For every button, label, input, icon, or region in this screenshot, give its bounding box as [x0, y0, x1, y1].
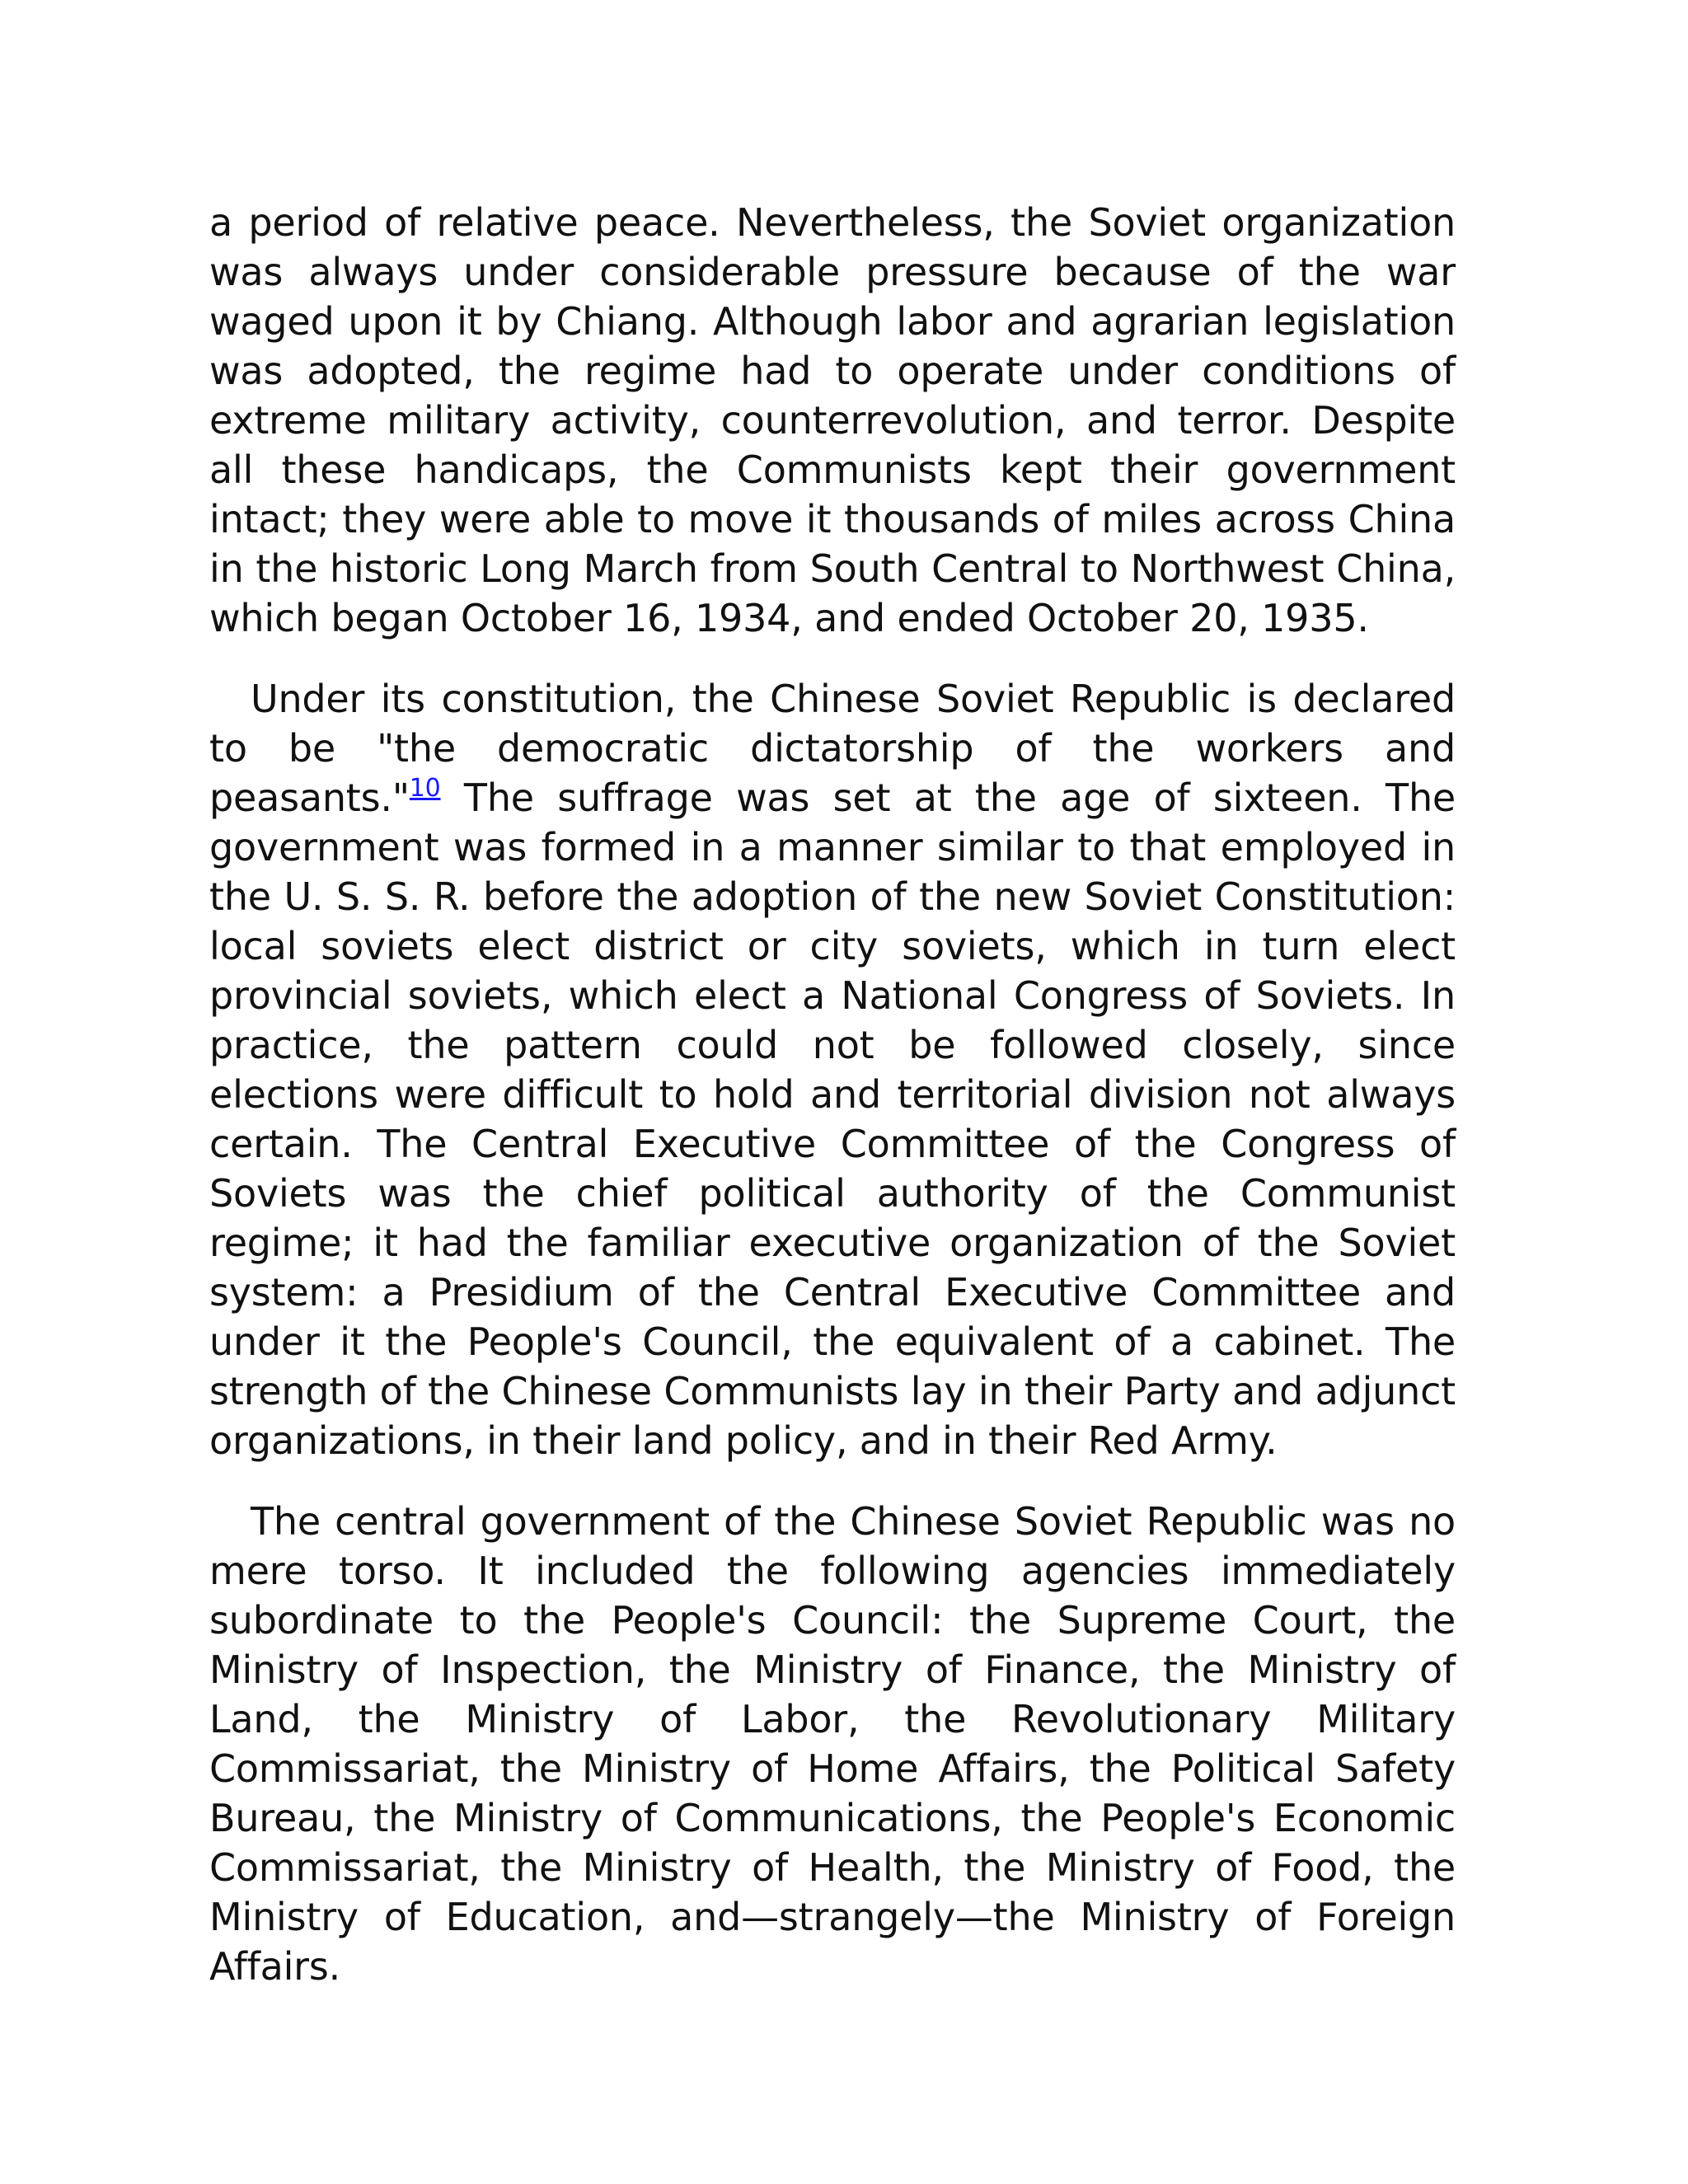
footnote-marker[interactable]	[410, 774, 441, 803]
footnote-link-10[interactable]: 10	[409, 774, 441, 803]
paragraph-2-text-after: The suffrage was set at the age of sixteen. The government was formed in a manner similar to that employed in the U. S. S. R. before the adoption of the new Soviet Constitution: local soviets elect district or city soviets, which in turn elect provincial soviets, which elect a National Congress of Soviets. In practice, the pattern could not be followed closely, since elections were difficult to hold and territorial division not always certain. The Central Executive Committee of the Congress of Soviets was the chief political authority of the Communist regime; it had the familiar executive organization of the Soviet system: a Presidium of the Central Executive Committee and under it the People's Council, the equivalent of a cabinet. The strength of the Chinese Communists lay in their Party and adjunct organizations, in their land policy, and in their Red Army.	[209, 776, 1456, 1463]
paragraph-2	[209, 674, 1456, 1465]
paragraph-3-text: The central government of the Chinese Soviet Republic was no mere torso. It included the following agencies immediately subordinate to the People's Council: the Supreme Court, the Ministry of Inspection, the Ministry of Finance, the Ministry of Land, the Ministry of Labor, the Revolutionary Military Commissariat, the Ministry of Home Affairs, the Political Safety Bureau, the Ministry of Communications, the People's Economic Commissariat, the Ministry of Health, the Ministry of Food, the Ministry of Education, and—strangely—the Ministry of Foreign Affairs.	[209, 1499, 1456, 1989]
paragraph-1-text: a period of relative peace. Nevertheless, the Soviet organization was always under considerable pressure because of the war waged upon it by Chiang. Although labor and agrarian legislation was adopted, the regime had to operate under conditions of extreme military activity, counterrevolution, and terror. Despite all these handicaps, the Communists kept their government intact; they were able to move it thousands of miles across China in the historic Long March from South Central to Northwest China, which began October 16, 1934, and ended October 20, 1935.	[209, 200, 1456, 640]
paragraph-1	[209, 198, 1456, 643]
paragraph-2-text-before: Under its constitution, the Chinese Soviet Republic is declared to be "the democratic dictatorship of the workers and peasants."	[209, 677, 1456, 820]
document-page	[209, 198, 1456, 2022]
paragraph-3	[209, 1497, 1456, 1991]
